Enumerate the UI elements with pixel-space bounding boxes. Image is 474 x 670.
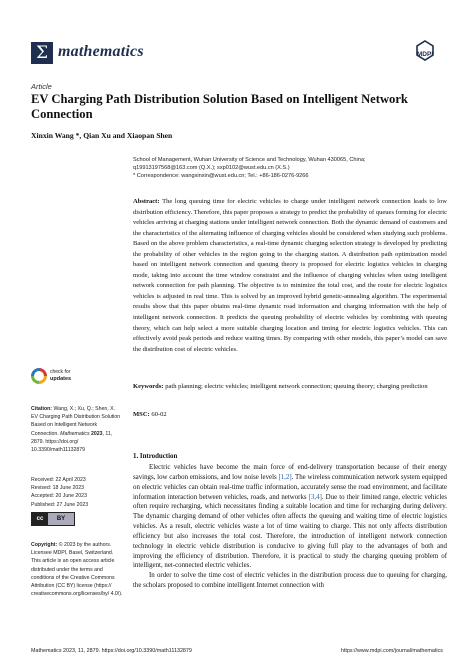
citation-link[interactable]: [3,4] [308, 493, 322, 501]
article-type-label: Article [31, 82, 52, 91]
by-icon: BY [48, 513, 74, 525]
accepted-date: Accepted: 20 June 2023 [31, 493, 87, 500]
journal-logo-icon: Σ [31, 42, 53, 64]
check-updates-icon [31, 368, 47, 384]
author-emails[interactable]: q19913197568@163.com (Q.X.); sxp0102@wust.edu.cn (X.S.) [133, 164, 290, 171]
footer-citation[interactable]: Mathematics 2023, 11, 2879. https://doi.org/10.3390/math11132879 [31, 648, 192, 654]
citation-link[interactable]: [1,2] [278, 473, 292, 481]
journal-header [31, 40, 443, 70]
mdpi-logo-icon[interactable] [407, 40, 443, 64]
copyright-block [31, 541, 123, 598]
msc-codes [133, 411, 167, 418]
msc-value: 60-02 [151, 411, 167, 418]
citation-year: 2023 [91, 430, 103, 437]
introduction-body [133, 463, 447, 591]
citation-label: Citation: [31, 406, 53, 412]
published-date: Published: 27 June 2023 [31, 501, 89, 508]
svg-text:MDPI: MDPI [416, 51, 434, 58]
cc-by-license-icon[interactable] [31, 512, 123, 529]
check-for-updates-button[interactable] [31, 368, 123, 390]
msc-label: MSC: [133, 411, 150, 418]
cc-icon: cc [32, 513, 48, 525]
citation-journal: Mathematics [60, 430, 90, 437]
affiliation-line: School of Management, Wuhan University of Science and Technology, Wuhan 430065, China; [133, 157, 366, 163]
paper-title: EV Charging Path Distribution Solution Based on Intelligent Network Connection [31, 92, 408, 121]
publication-dates [31, 476, 123, 509]
received-date: Received: 22 April 2023 [31, 477, 86, 483]
keywords-label: Keywords: [133, 383, 164, 390]
revised-date: Revised: 18 June 2023 [31, 485, 85, 492]
affiliation-block [133, 157, 453, 180]
keywords-text: path planning; electric vehicles; intelligent network connection; queuing theory; charging prediction [165, 383, 428, 390]
author-list: Xinxin Wang *, Qian Xu and Xiaopan Shen [31, 131, 173, 140]
footer-journal-link[interactable]: https://www.mdpi.com/journal/mathematics [340, 648, 443, 654]
abstract-text: The long queuing time for electric vehicles to charge under intelligent network connection leads to low distribution efficiency. Therefore, this paper proposes a strategy to predict the probability of queues forming for electric vehicles arriving at charging stations under intelligent network connection. Both the dynamic demand of customers and the characteristics of the alternating influence of charging vehicles should be considered when studying such problems. Based on the above problem characteristics, a real-time dynamic charging selection strategy is developed by predicting the probability of other vehicles in the region going to the charging station. A distribution path optimization model based on intelligent network connection and queuing theory is proposed for electric logistics vehicles in charging mode, taking into account the time window constraint and the influence of charging vehicles when using intelligent network connection for path planning. The objective is to minimize the total cost, and the route for electric logistics vehicles is adjusted in real time. This is solved by an improved hybrid genetic-annealing algorithm. The experimental results show that this paper obtains real-time dynamic road information and charging information with the help of intelligent network connection. It predicts the queuing probability of electric vehicles by combining with queuing theory, which can help select a more suitable charging location and timing for electric logistics vehicles. This can effectively avoid peak periods and reduce waiting times. By comparing with other models, this paper’s model can save the distribution cost of electric vehicles. [133, 198, 447, 353]
paragraph: Electric vehicles have become the main force of end-delivery transportation because of their energy savings, low carbon emissions, and low noise levels [1,2]. The wireless communication network system equipped on electric vehicles can obtain real-time traffic information, accurately sense the road environment, and facilitate information interaction between vehicles, roads, and networks [3,4]. Due to their limited range, electric vehicles often require recharging, which necessitates finding a suitable location and time for recharging during delivery. The dynamic charging demand of other vehicles often affects the queuing and waiting time of electric logistics vehicles. As a result, electric vehicles waste a lot of time waiting to charge. This not only affects distribution efficiency but also increases the total cost. Therefore, the introduction of intelligent network connection technology in electric vehicle distribution is conducive to giving full play to the advantages of both and improving the efficiency of distribution. Therefore, it is practical to study the charging queuing problem of intelligent, net-connected electric vehicles. [133, 464, 447, 570]
copyright-text: © 2023 by the authors. Licensee MDPI, Basel, Switzerland. This article is an open access article distributed under the terms and conditions of the Creative Commons Attribution (CC BY) license (https:// creativecommons.org/licenses/by/ 4.0/). [31, 542, 123, 598]
check-updates-label: check for updates [50, 369, 72, 382]
citation-doi[interactable]: , 11, 2879. https://doi.org/ 10.3390/math11132879 [31, 430, 113, 454]
abstract [133, 197, 447, 355]
abstract-label: Abstract: [133, 198, 160, 205]
journal-name[interactable]: mathematics [58, 43, 144, 60]
copyright-label: Copyright: [31, 542, 58, 548]
keywords [133, 382, 447, 393]
citation-block [31, 405, 123, 454]
correspondence-line[interactable]: * Correspondence: wangxinxin@wust.edu.cn; Tel.: +86-186-0276-9266 [133, 172, 309, 179]
citation-text: Wang, X.; Xu, Q.; Shen, X. EV Charging Path Distribution Solution Based on Intelligent Network Connection. [31, 406, 121, 437]
section-heading: 1. Introduction [133, 453, 178, 460]
paragraph: In order to solve the time cost of electric vehicles in the distribution process due to queuing for charging, the scholars proposed to combine intelligent Internet connection with [133, 572, 447, 590]
